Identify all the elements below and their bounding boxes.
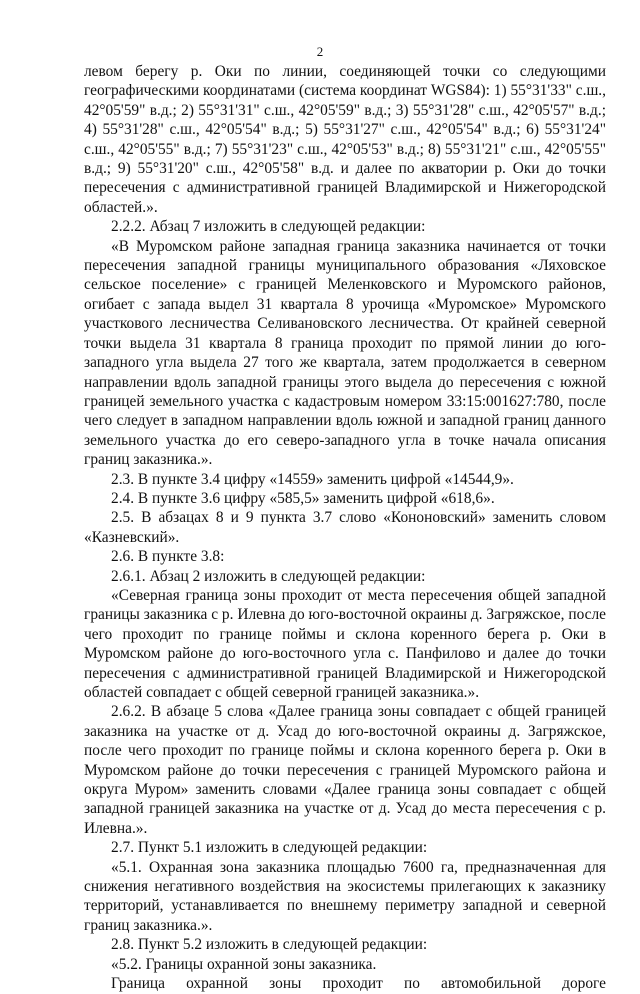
- paragraph-2-4: 2.4. В пункте 3.6 цифру «585,5» заменить цифрой «618,6».: [111, 489, 495, 507]
- paragraph-buffer-boundary: Граница охранной зоны проходит по автомобильной дороге: [111, 975, 606, 993]
- paragraph-coordinates: левом берегу р. Оки по линии, соединяющей точки со следующими географическими координатами (система координат WGS84): 1) 55°31'33" с.ш., 42°05'59" в.д.; 2) 55°31'31" с.ш., 42°05'59" в.д.; 3) 55°31'28" с.ш., 42°05'57" в.д.; 4) 55°31'28" с.ш., 42°05'54" в.д.; 5) 55°31'27" с.ш., 42°05'54" в.д.; 6) 55°31'24" с.ш., 42°05'55" в.д.; 7) 55°31'23" с.ш., 42°05'53" в.д.; 8) 55°31'21" с.ш., 42°05'55" в.д.; 9) 55°31'20" с.ш., 42°05'58" в.д. и далее по акватории р. Оки до точки пересечения с административной границей Владимирской и Нижегородской областей.».: [84, 63, 606, 216]
- paragraph-2-7: 2.7. Пункт 5.1 изложить в следующей редакции:: [111, 839, 428, 857]
- paragraph-5-2-quote: «5.2. Границы охранной зоны заказника.: [111, 955, 377, 973]
- paragraph-2-2-2: 2.2.2. Абзац 7 изложить в следующей редакции:: [111, 218, 426, 236]
- paragraph-2-6: 2.6. В пункте 3.8:: [111, 548, 225, 566]
- paragraph-murom-boundary-quote: «В Муромском районе западная граница заказника начинается от точки пересечения западной границы муниципального образования «Ляховское сельское поселение» с границей Меленковского и Муромского районов, огибает с запада выдел 31 квартала 8 урочища «Муромское» Муромского участкового лесничества Селивановского лесничества. От крайней северной точки выдела 31 квартала 8 граница проходит по прямой линии до юго-западного угла выдела 27 того же квартала, затем продолжается в северном направлении вдоль западной границы этого выдела до пересечения с южной границей земельного участка с кадастровым номером 33:15:001627:780, после чего следует в западном направлении вдоль южной и западной границ данного земельного участка до его северо-западного угла в точке начала описания границ заказника.».: [84, 237, 606, 469]
- document-body: [84, 62, 606, 994]
- paragraph-2-5: 2.5. В абзацах 8 и 9 пункта 3.7 слово «Кононовский» заменить словом «Казневский».: [84, 509, 606, 546]
- paragraph-2-8: 2.8. Пункт 5.2 изложить в следующей редакции:: [111, 936, 428, 954]
- paragraph-2-3: 2.3. В пункте 3.4 цифру «14559» заменить цифрой «14544,9».: [111, 470, 514, 488]
- paragraph-2-6-2: 2.6.2. В абзаце 5 слова «Далее граница зоны совпадает с общей границей заказника на участке от д. Усад до юго-восточной окраины д. Загряжское, после чего проходит по границе поймы и склона коренного берега р. Оки в Муромском районе до точки пересечения с границей Муромского района и округа Муром» заменить словами «Далее граница зоны совпадает с общей западной границей заказника на участке от д. Усад до места пересечения с р. Илевна.».: [84, 703, 606, 837]
- paragraph-2-6-1: 2.6.1. Абзац 2 изложить в следующей редакции:: [111, 567, 426, 585]
- page-number: 2: [316, 44, 324, 59]
- paragraph-5-1-quote: «5.1. Охранная зона заказника площадью 7600 га, предназначенная для снижения негативного воздействия на экосистемы прилегающих к заказнику территорий, устанавливается по внешнему периметру западной и северной границ заказника.».: [84, 858, 606, 934]
- paragraph-northern-boundary-quote: «Северная граница зоны проходит от места пересечения общей западной границы заказника с р. Илевна до юго-восточной окраины д. Загряжское, после чего проходит по границе поймы и склона коренного берега р. Оки в Муромском районе до юго-восточного угла с. Панфилово и далее до точки пересечения с административной границей Владимирской и Нижегородской областей совпадает с общей северной границей заказника.».: [84, 586, 606, 701]
